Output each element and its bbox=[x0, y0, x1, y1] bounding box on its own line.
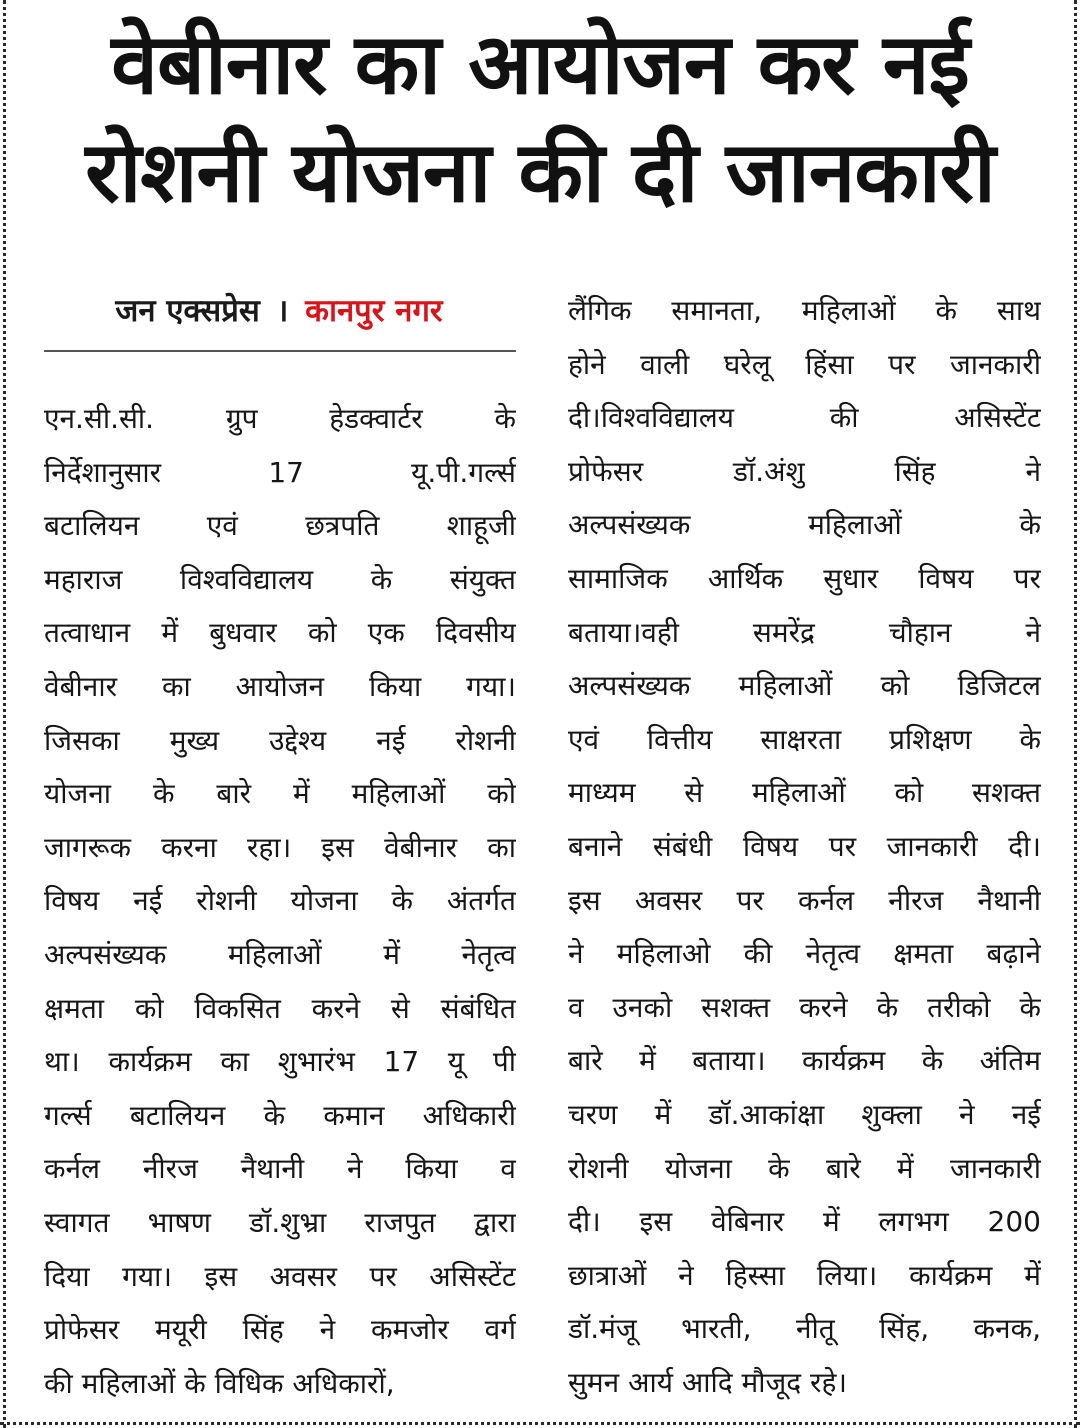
headline-line-2: रोशनी योजना की दी जानकारी bbox=[85, 123, 995, 221]
dotted-border-left bbox=[3, 0, 6, 1428]
dateline-city: कानपुर नगर bbox=[305, 293, 443, 329]
article-line: निर्देशानुसार 17 यू.पी.गर्ल्स bbox=[44, 455, 516, 489]
byline bbox=[44, 288, 514, 334]
article-line: एवं वित्तीय साक्षरता प्रशिक्षण के bbox=[568, 722, 1041, 756]
article-line: अल्पसंख्यक महिलाओं में नेतृत्व bbox=[44, 937, 516, 971]
dotted-border-right bbox=[1074, 0, 1077, 1428]
headline-line-1: वेबीनार का आयोजन कर नई bbox=[111, 15, 969, 113]
article-line: बनाने संबंधी विषय पर जानकारी दी। bbox=[568, 829, 1041, 863]
article-line: बारे में बताया। कार्यक्रम के अंतिम bbox=[568, 1044, 1041, 1078]
article-line: सामाजिक आर्थिक सुधार विषय पर bbox=[568, 561, 1041, 595]
article-line: लैंगिक समानता, महिलाओं के साथ bbox=[568, 294, 1041, 327]
byline-separator: । bbox=[276, 293, 289, 329]
headline bbox=[30, 10, 1050, 226]
byline-rule bbox=[44, 350, 516, 352]
article-line: डॉ.मंजू भारती, नीतू सिंह, कनक, bbox=[568, 1312, 1041, 1346]
article-line: था। कार्यक्रम का शुभारंभ 17 यू पी bbox=[44, 1045, 516, 1079]
article-line: कर्नल नीरज नैथानी ने किया व bbox=[44, 1152, 516, 1186]
newspaper-name: जन एक्सप्रेस bbox=[115, 293, 260, 329]
article-line: व उनको सशक्त करने के तरीको के bbox=[568, 990, 1041, 1024]
article-line: दी। इस वेबिनार में लगभग 200 bbox=[568, 1205, 1041, 1239]
article-column-right bbox=[568, 284, 1041, 1409]
article-line: होने वाली घरेलू हिंसा पर जानकारी bbox=[568, 347, 1041, 381]
article-line: ने महिलाओ की नेतृत्व क्षमता बढ़ाने bbox=[568, 937, 1041, 971]
article-line: जिसका मुख्य उद्देश्य नई रोशनी bbox=[44, 723, 516, 757]
article-line: सुमन आर्य आदि मौजूद रहे। bbox=[568, 1365, 847, 1399]
article-line: स्वागत भाषण डॉ.शुभ्रा राजपुत द्वारा bbox=[44, 1205, 516, 1239]
article-line: गर्ल्स बटालियन के कमान अधिकारी bbox=[44, 1098, 516, 1132]
article-line: बटालियन एवं छत्रपति शाहूजी bbox=[44, 509, 516, 543]
article-column-left bbox=[44, 392, 516, 1410]
article-line: विषय नई रोशनी योजना के अंतर्गत bbox=[44, 884, 516, 918]
article-line: इस अवसर पर कर्नल नीरज नैथानी bbox=[568, 883, 1041, 917]
article-line: महाराज विश्वविद्यालय के संयुक्त bbox=[44, 562, 516, 596]
article-line: प्रोफेसर डॉ.अंशु सिंह ने bbox=[568, 454, 1041, 488]
article-line: अल्पसंख्यक महिलाओं के bbox=[568, 508, 1041, 542]
article-line: क्षमता को विकसित करने से संबंधित bbox=[44, 991, 516, 1025]
article-line: बताया।वही समरेंद्र चौहान ने bbox=[568, 615, 1041, 649]
article-line: माध्यम से महिलाओं को सशक्त bbox=[568, 776, 1041, 810]
article-line: चरण में डॉ.आकांक्षा शुक्ला ने नई bbox=[568, 1097, 1041, 1131]
article-line: तत्वाधान में बुधवार को एक दिवसीय bbox=[44, 616, 516, 650]
article-line: की महिलाओं के विधिक अधिकारों, bbox=[44, 1366, 395, 1400]
article-line: एन.सी.सी. ग्रुप हेडक्वार्टर के bbox=[44, 402, 516, 435]
article-line: रोशनी योजना के बारे में जानकारी bbox=[568, 1151, 1041, 1185]
article-line: योजना के बारे में महिलाओं को bbox=[44, 777, 516, 811]
article-line: वेबीनार का आयोजन किया गया। bbox=[44, 669, 516, 703]
article-line: जागरूक करना रहा। इस वेबीनार का bbox=[44, 830, 516, 864]
article-line: दिया गया। इस अवसर पर असिस्टेंट bbox=[44, 1259, 516, 1293]
article-line: दी।विश्वविद्यालय की असिस्टेंट bbox=[568, 401, 1041, 435]
article-line: छात्राओं ने हिस्सा लिया। कार्यक्रम में bbox=[568, 1258, 1041, 1292]
article-line: प्रोफेसर मयूरी सिंह ने कमजोर वर्ग bbox=[44, 1313, 516, 1347]
article-line: अल्पसंख्यक महिलाओं को डिजिटल bbox=[568, 669, 1041, 703]
dotted-border-bottom bbox=[0, 1422, 1080, 1425]
